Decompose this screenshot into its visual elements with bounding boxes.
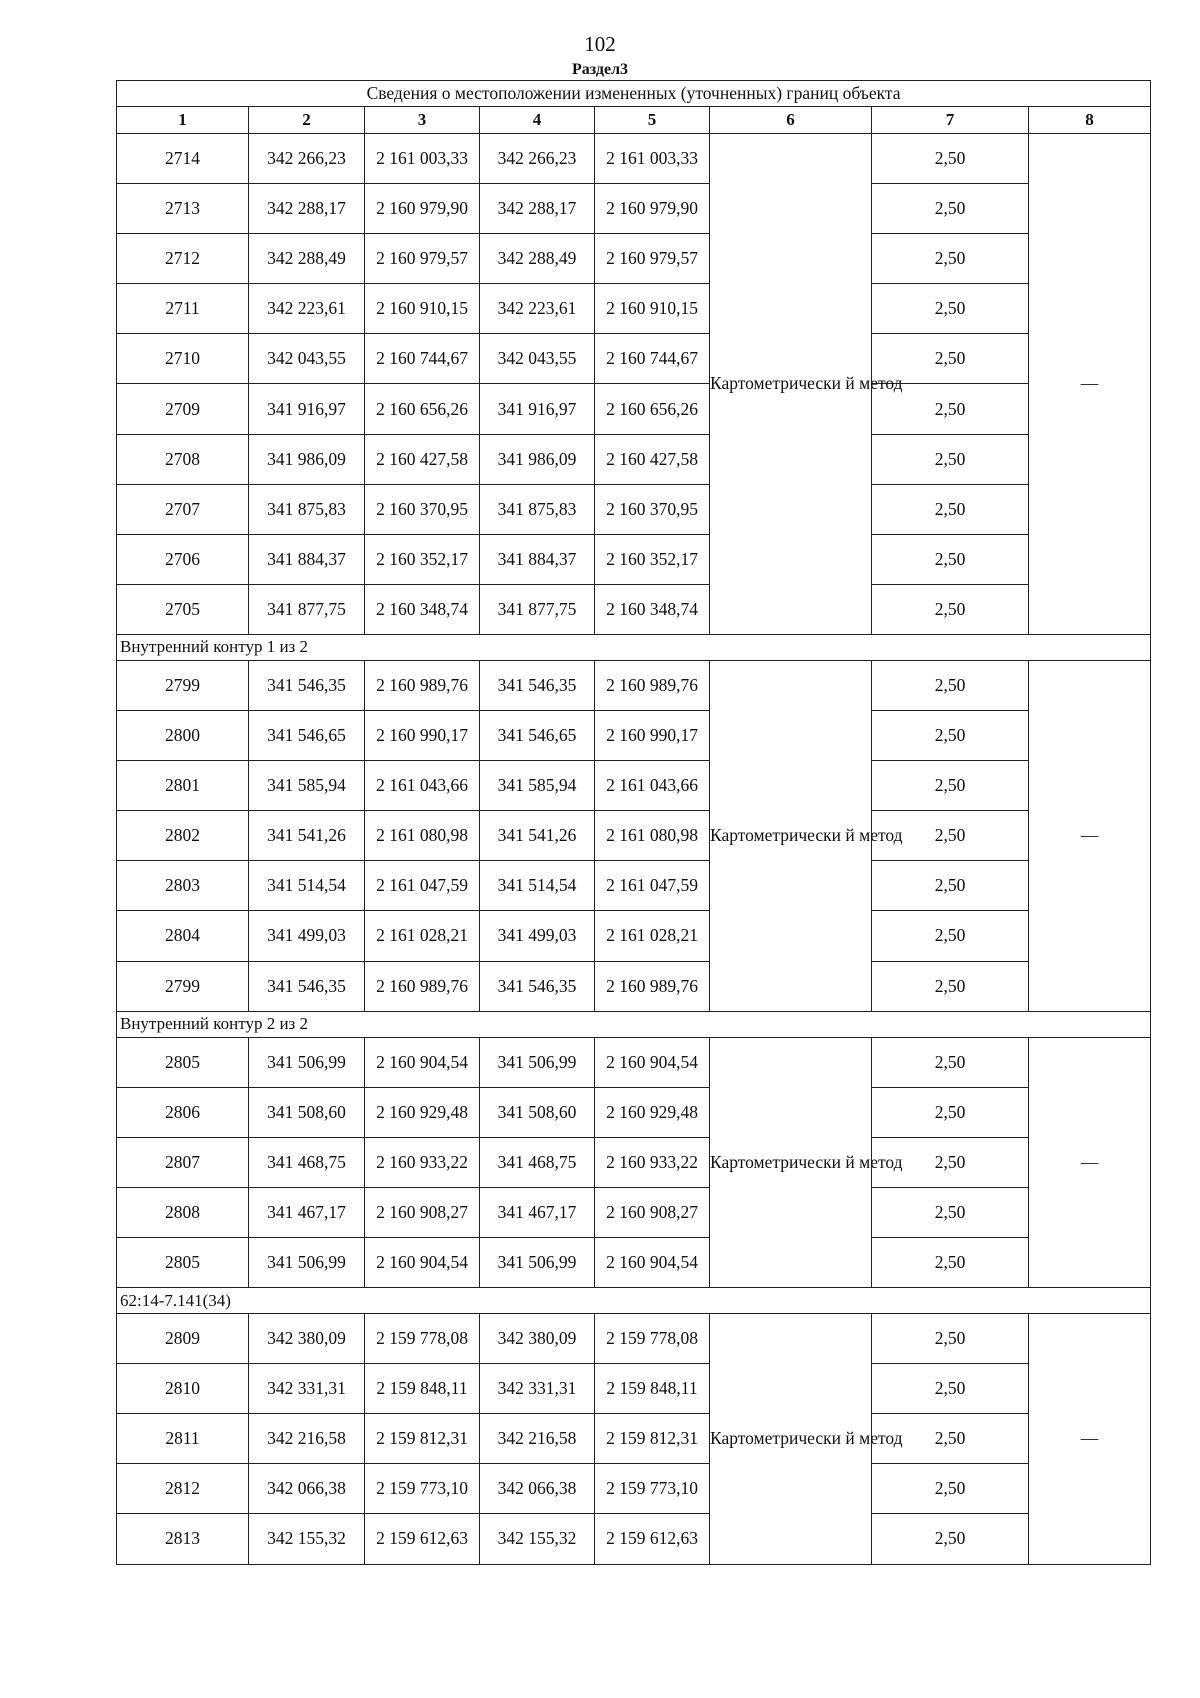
x-existing-cell: 341 585,94 [249,761,365,811]
accuracy-cell: 2,50 [872,334,1029,384]
x-existing-cell: 342 043,55 [249,334,365,384]
point-number-cell: 2809 [117,1314,249,1364]
point-number-cell: 2805 [117,1037,249,1087]
x-new-cell: 342 380,09 [480,1314,595,1364]
y-new-cell: 2 159 778,08 [595,1314,710,1364]
point-number-cell: 2804 [117,911,249,961]
x-new-cell: 342 331,31 [480,1364,595,1414]
y-existing-cell: 2 160 427,58 [365,434,480,484]
y-existing-cell: 2 160 989,76 [365,961,480,1011]
point-number-cell: 2712 [117,234,249,284]
y-existing-cell: 2 161 043,66 [365,761,480,811]
accuracy-cell: 2,50 [872,761,1029,811]
x-existing-cell: 341 986,09 [249,434,365,484]
y-existing-cell: 2 159 778,08 [365,1314,480,1364]
point-number-cell: 2711 [117,284,249,334]
x-new-cell: 341 986,09 [480,434,595,484]
accuracy-cell: 2,50 [872,1364,1029,1414]
x-new-cell: 342 216,58 [480,1414,595,1464]
table-row [117,234,1151,284]
x-new-cell: 342 155,32 [480,1514,595,1564]
table-row [117,584,1151,634]
x-existing-cell: 342 223,61 [249,284,365,334]
y-existing-cell: 2 159 773,10 [365,1464,480,1514]
y-new-cell: 2 161 080,98 [595,811,710,861]
x-existing-cell: 342 288,49 [249,234,365,284]
point-number-cell: 2812 [117,1464,249,1514]
y-existing-cell: 2 161 003,33 [365,134,480,184]
x-existing-cell: 341 541,26 [249,811,365,861]
table-row [117,284,1151,334]
accuracy-cell: 2,50 [872,1137,1029,1187]
point-number-cell: 2803 [117,861,249,911]
y-existing-cell: 2 159 612,63 [365,1514,480,1564]
table-row [117,811,1151,861]
point-number-cell: 2709 [117,384,249,434]
y-new-cell: 2 161 043,66 [595,761,710,811]
point-number-cell: 2810 [117,1364,249,1414]
accuracy-cell: 2,50 [872,811,1029,861]
point-number-cell: 2706 [117,534,249,584]
accuracy-cell: 2,50 [872,961,1029,1011]
table-row [117,534,1151,584]
point-number-cell: 2713 [117,184,249,234]
accuracy-cell: 2,50 [872,1087,1029,1137]
table-row [117,761,1151,811]
x-new-cell: 341 546,65 [480,711,595,761]
table-row [117,961,1151,1011]
x-existing-cell: 341 514,54 [249,861,365,911]
y-new-cell: 2 159 848,11 [595,1364,710,1414]
point-number-cell: 2799 [117,961,249,1011]
table-row [117,184,1151,234]
x-new-cell: 341 468,75 [480,1137,595,1187]
column-number-3: 3 [365,107,480,134]
accuracy-cell: 2,50 [872,1314,1029,1364]
point-number-cell: 2799 [117,660,249,710]
y-existing-cell: 2 160 979,57 [365,234,480,284]
x-new-cell: 341 884,37 [480,534,595,584]
table-row [117,1037,1151,1087]
table-row [117,711,1151,761]
x-existing-cell: 341 546,35 [249,961,365,1011]
column-number-6: 6 [710,107,872,134]
method-cell: Картометрически й метод [710,134,872,635]
x-new-cell: 342 066,38 [480,1464,595,1514]
x-new-cell: 341 585,94 [480,761,595,811]
y-new-cell: 2 160 427,58 [595,434,710,484]
accuracy-cell: 2,50 [872,184,1029,234]
accuracy-cell: 2,50 [872,1464,1029,1514]
point-number-cell: 2813 [117,1514,249,1564]
table-row [117,660,1151,710]
column-number-7: 7 [872,107,1029,134]
x-existing-cell: 342 155,32 [249,1514,365,1564]
y-existing-cell: 2 160 352,17 [365,534,480,584]
x-new-cell: 341 499,03 [480,911,595,961]
x-existing-cell: 341 499,03 [249,911,365,961]
x-new-cell: 342 288,17 [480,184,595,234]
accuracy-cell: 2,50 [872,484,1029,534]
y-existing-cell: 2 160 979,90 [365,184,480,234]
table-row [117,911,1151,961]
y-existing-cell: 2 159 812,31 [365,1414,480,1464]
x-existing-cell: 341 884,37 [249,534,365,584]
x-new-cell: 341 546,35 [480,961,595,1011]
y-new-cell: 2 160 979,57 [595,234,710,284]
y-existing-cell: 2 160 929,48 [365,1087,480,1137]
x-new-cell: 341 514,54 [480,861,595,911]
accuracy-cell: 2,50 [872,284,1029,334]
accuracy-cell: 2,50 [872,1237,1029,1287]
accuracy-cell: 2,50 [872,1037,1029,1087]
accuracy-cell: 2,50 [872,861,1029,911]
y-new-cell: 2 161 028,21 [595,911,710,961]
y-existing-cell: 2 161 028,21 [365,911,480,961]
x-existing-cell: 342 380,09 [249,1314,365,1364]
accuracy-cell: 2,50 [872,1187,1029,1237]
y-existing-cell: 2 160 990,17 [365,711,480,761]
table-row [117,1087,1151,1137]
y-new-cell: 2 160 904,54 [595,1037,710,1087]
method-cell: Картометрически й метод [710,660,872,1011]
x-existing-cell: 341 546,65 [249,711,365,761]
x-existing-cell: 342 066,38 [249,1464,365,1514]
x-new-cell: 341 875,83 [480,484,595,534]
accuracy-cell: 2,50 [872,384,1029,434]
accuracy-cell: 2,50 [872,534,1029,584]
x-existing-cell: 341 468,75 [249,1137,365,1187]
x-existing-cell: 341 508,60 [249,1087,365,1137]
point-number-cell: 2708 [117,434,249,484]
section-title: Раздел3 [571,61,629,78]
note-cell: — [1029,660,1151,1011]
y-existing-cell: 2 160 744,67 [365,334,480,384]
point-number-cell: 2714 [117,134,249,184]
coordinates-table [116,80,1151,1565]
x-existing-cell: 341 877,75 [249,584,365,634]
contour-label: 62:14-7.141(34) [117,1288,1151,1314]
y-new-cell: 2 159 812,31 [595,1414,710,1464]
x-new-cell: 341 506,99 [480,1037,595,1087]
accuracy-cell: 2,50 [872,1414,1029,1464]
column-number-8: 8 [1029,107,1151,134]
point-number-cell: 2806 [117,1087,249,1137]
y-new-cell: 2 161 003,33 [595,134,710,184]
accuracy-cell: 2,50 [872,584,1029,634]
note-cell: — [1029,134,1151,635]
y-new-cell: 2 160 656,26 [595,384,710,434]
x-existing-cell: 342 331,31 [249,1364,365,1414]
point-number-cell: 2808 [117,1187,249,1237]
accuracy-cell: 2,50 [872,711,1029,761]
table-row [117,134,1151,184]
column-number-4: 4 [480,107,595,134]
x-existing-cell: 342 266,23 [249,134,365,184]
x-existing-cell: 341 506,99 [249,1037,365,1087]
method-cell: Картометрически й метод [710,1314,872,1564]
point-number-cell: 2705 [117,584,249,634]
y-new-cell: 2 160 910,15 [595,284,710,334]
y-existing-cell: 2 159 848,11 [365,1364,480,1414]
y-new-cell: 2 159 773,10 [595,1464,710,1514]
x-new-cell: 342 288,49 [480,234,595,284]
table-row [117,1187,1151,1237]
table-row [117,434,1151,484]
x-new-cell: 342 266,23 [480,134,595,184]
y-new-cell: 2 160 989,76 [595,961,710,1011]
table-row [117,1314,1151,1364]
accuracy-cell: 2,50 [872,1514,1029,1564]
y-new-cell: 2 161 047,59 [595,861,710,911]
y-new-cell: 2 160 348,74 [595,584,710,634]
y-existing-cell: 2 160 656,26 [365,384,480,434]
y-new-cell: 2 160 933,22 [595,1137,710,1187]
x-existing-cell: 342 288,17 [249,184,365,234]
point-number-cell: 2805 [117,1237,249,1287]
table-row [117,1237,1151,1287]
x-new-cell: 341 916,97 [480,384,595,434]
x-new-cell: 341 877,75 [480,584,595,634]
table-row [117,1364,1151,1414]
y-existing-cell: 2 161 080,98 [365,811,480,861]
accuracy-cell: 2,50 [872,134,1029,184]
note-cell: — [1029,1314,1151,1564]
y-new-cell: 2 160 352,17 [595,534,710,584]
method-cell: Картометрически й метод [710,1037,872,1287]
contour-label-row [117,634,1151,660]
contour-label: Внутренний контур 2 из 2 [117,1011,1151,1037]
page-number: 102 [584,32,616,56]
y-existing-cell: 2 160 989,76 [365,660,480,710]
table-row [117,861,1151,911]
table-row [117,334,1151,384]
y-existing-cell: 2 160 933,22 [365,1137,480,1187]
point-number-cell: 2800 [117,711,249,761]
table-row [117,1514,1151,1564]
x-existing-cell: 342 216,58 [249,1414,365,1464]
x-new-cell: 341 506,99 [480,1237,595,1287]
table-row [117,484,1151,534]
contour-label-row [117,1288,1151,1314]
x-existing-cell: 341 916,97 [249,384,365,434]
y-new-cell: 2 160 989,76 [595,660,710,710]
y-new-cell: 2 159 612,63 [595,1514,710,1564]
x-new-cell: 342 223,61 [480,284,595,334]
contour-label: Внутренний контур 1 из 2 [117,634,1151,660]
contour-label-row [117,1011,1151,1037]
x-new-cell: 341 467,17 [480,1187,595,1237]
point-number-cell: 2707 [117,484,249,534]
table-caption: Сведения о местоположении измененных (уточненных) границ объекта [117,81,1151,107]
y-existing-cell: 2 160 348,74 [365,584,480,634]
point-number-cell: 2807 [117,1137,249,1187]
y-new-cell: 2 160 908,27 [595,1187,710,1237]
column-number-2: 2 [249,107,365,134]
column-number-5: 5 [595,107,710,134]
point-number-cell: 2811 [117,1414,249,1464]
x-existing-cell: 341 546,35 [249,660,365,710]
column-number-1: 1 [117,107,249,134]
y-new-cell: 2 160 370,95 [595,484,710,534]
accuracy-cell: 2,50 [872,911,1029,961]
x-new-cell: 342 043,55 [480,334,595,384]
y-new-cell: 2 160 904,54 [595,1237,710,1287]
y-existing-cell: 2 160 908,27 [365,1187,480,1237]
table-row [117,384,1151,434]
accuracy-cell: 2,50 [872,660,1029,710]
x-existing-cell: 341 467,17 [249,1187,365,1237]
y-existing-cell: 2 161 047,59 [365,861,480,911]
x-new-cell: 341 546,35 [480,660,595,710]
table-row [117,1137,1151,1187]
table-body [117,134,1151,1565]
y-new-cell: 2 160 929,48 [595,1087,710,1137]
note-cell: — [1029,1037,1151,1287]
accuracy-cell: 2,50 [872,234,1029,284]
table-row [117,1464,1151,1514]
y-existing-cell: 2 160 904,54 [365,1237,480,1287]
point-number-cell: 2710 [117,334,249,384]
y-existing-cell: 2 160 904,54 [365,1037,480,1087]
y-existing-cell: 2 160 370,95 [365,484,480,534]
accuracy-cell: 2,50 [872,434,1029,484]
x-new-cell: 341 508,60 [480,1087,595,1137]
y-new-cell: 2 160 979,90 [595,184,710,234]
column-number-row [117,107,1151,134]
table-row [117,1414,1151,1464]
point-number-cell: 2801 [117,761,249,811]
y-new-cell: 2 160 744,67 [595,334,710,384]
y-new-cell: 2 160 990,17 [595,711,710,761]
point-number-cell: 2802 [117,811,249,861]
y-existing-cell: 2 160 910,15 [365,284,480,334]
x-existing-cell: 341 875,83 [249,484,365,534]
x-existing-cell: 341 506,99 [249,1237,365,1287]
x-new-cell: 341 541,26 [480,811,595,861]
